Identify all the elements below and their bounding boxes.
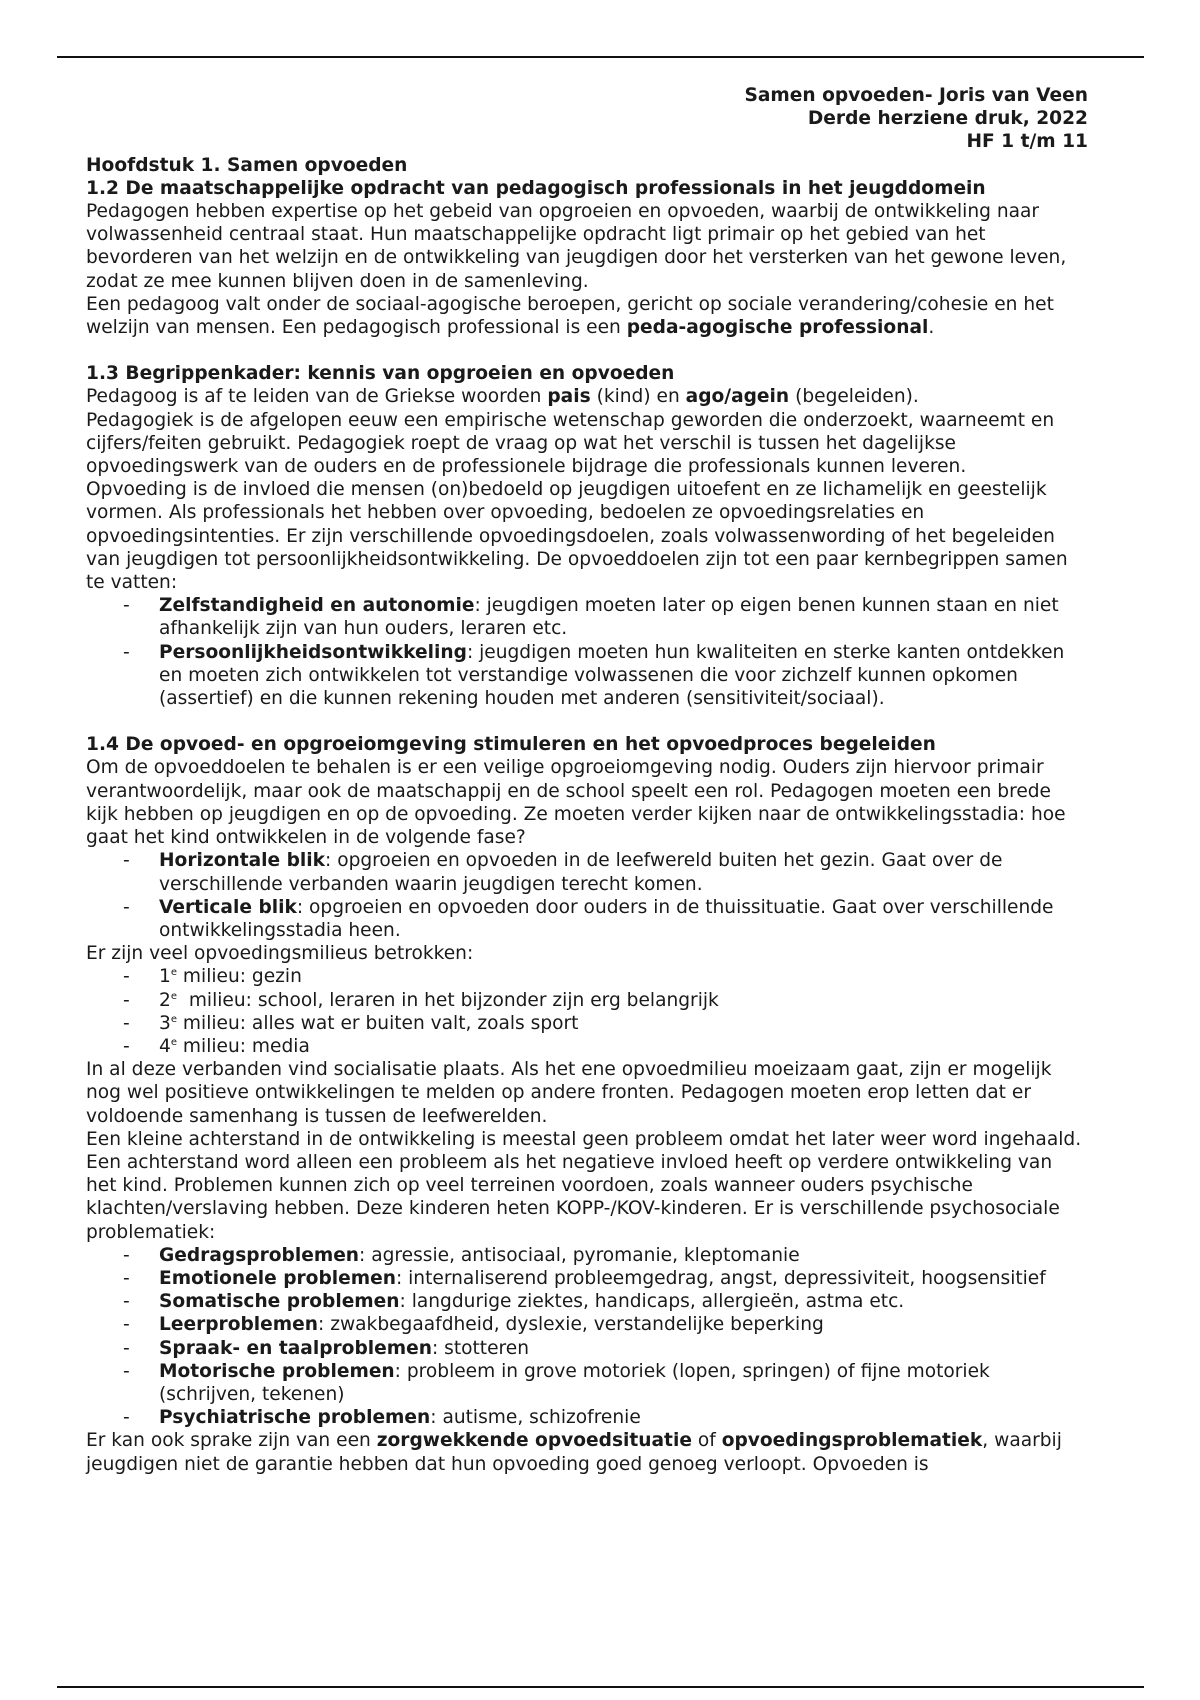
list-item: - Motorische problemen: probleem in grove motoriek (lopen, springen) of fijne motoriek (schrijven, tekenen) [86, 1360, 1088, 1406]
section-1-2-title: 1.2 De maatschappelijke opdracht van pedagogisch professionals in het jeugddomein [86, 177, 986, 199]
section-1-2-paragraph-1: Pedagogen hebben expertise op het gebeid van opgroeien en opvoeden, waarbij de ontwikkeling naar volwassenheid centraal staat. Hun maatschappelijke opdracht ligt primair op het gebied van het bevorderen van het welzijn en de ontwikkeling van jeugdigen door het versterken van het gewone leven, zodat ze mee kunnen blijven doen in de samenleving. [86, 201, 1067, 292]
section-1-4-paragraph-5: Er kan ook sprake zijn van een zorgwekkende opvoedsituatie of opvoedingsproblematiek, waarbij jeugdigen niet de garantie hebben dat hun opvoeding goed genoeg verloopt. Opvoeden is [86, 1430, 1062, 1475]
chapter-title: Hoofdstuk 1. Samen opvoeden [86, 154, 408, 176]
section-1-3-paragraph-2: Pedagogiek is de afgelopen eeuw een empirische wetenschap geworden die onderzoekt, waarneemt en cijfers/feiten gebruikt. Pedagogiek roept de vraag op wat het verschil is tussen het dagelijkse opvoedingswerk van de ouders en de professionele bijdrage die professionals kunnen leveren. [86, 409, 1055, 478]
bottom-rule [57, 1686, 1144, 1688]
list-item: - Gedragsproblemen: agressie, antisociaal, pyromanie, kleptomanie [86, 1244, 1088, 1267]
document-header [86, 84, 1088, 154]
list-item: - Spraak- en taalproblemen: stotteren [86, 1337, 1088, 1360]
list-item: - Zelfstandigheid en autonomie: jeugdigen moeten later op eigen benen kunnen staan en niet afhankelijk zijn van hun ouders, leraren etc. [86, 594, 1088, 640]
list-item: - 2e milieu: school, leraren in het bijzonder zijn erg belangrijk [86, 989, 1088, 1012]
section-1-3-paragraph-3: Opvoeding is de invloed die mensen (on)bedoeld op jeugdigen uitoefent en ze lichamelijk en geestelijk vormen. Als professionals het hebben over opvoeding, bedoelen ze opvoedingsrelaties en opvoedingsintenties. Er zijn verschillende opvoedingsdoelen, zoals volwassenwording of het begeleiden van jeugdigen tot persoonlijkheidsontwikkeling. De opvoeddoelen zijn tot een paar kernbegrippen samen te vatten: [86, 479, 1068, 594]
section-1-4-paragraph-4: Een kleine achterstand in de ontwikkeling is meestal geen probleem omdat het later weer word ingehaald. Een achterstand word alleen een probleem als het negatieve invloed heeft op verdere ontwikkeling van het kind. Problemen kunnen zich op veel terreinen voordoen, zoals wanneer ouders psychische klachten/verslaving hebben. Deze kinderen heten KOPP-/KOV-kinderen. Er is verschillende psychosociale problematiek: [86, 1128, 1082, 1243]
milieus-list [86, 965, 1088, 1058]
list-item: - Emotionele problemen: internaliserend probleemgedrag, angst, depressiviteit, hoogsensitief [86, 1267, 1088, 1290]
section-1-4-paragraph-3: In al deze verbanden vind socialisatie plaats. Als het ene opvoedmilieu moeizaam gaat, zijn er mogelijk nog wel positieve ontwikkelingen te melden op andere fronten. Pedagogen moeten erop letten dat er voldoende samenhang is tussen de leefwerelden. [86, 1059, 1052, 1127]
section-1-3-paragraph-1: Pedagoog is af te leiden van de Griekse woorden pais (kind) en ago/agein (begeleiden). [86, 386, 919, 408]
list-item: - Horizontale blik: opgroeien en opvoeden in de leefwereld buiten het gezin. Gaat over de verschillende verbanden waarin jeugdigen terecht komen. [86, 849, 1088, 895]
top-rule [57, 56, 1144, 58]
list-item: - Persoonlijkheidsontwikkeling: jeugdigen moeten hun kwaliteiten en sterke kanten ontdekken en moeten zich ontwikkelen tot verstandige volwassenen die voor zichzelf kunnen opkomen (assertief) en die kunnen rekening houden met anderen (sensitiviteit/sociaal). [86, 641, 1088, 711]
list-item: - Leerproblemen: zwakbegaafdheid, dyslexie, verstandelijke beperking [86, 1313, 1088, 1336]
section-1-4-title: 1.4 De opvoed- en opgroeiomgeving stimuleren en het opvoedproces begeleiden [86, 734, 936, 756]
problems-list [86, 1244, 1088, 1430]
list-item: - 3e milieu: alles wat er buiten valt, zoals sport [86, 1012, 1088, 1035]
list-item: - Verticale blik: opgroeien en opvoeden door ouders in de thuissituatie. Gaat over verschillende ontwikkelingsstadia heen. [86, 896, 1088, 942]
blik-list [86, 849, 1088, 942]
list-item: - Psychiatrische problemen: autisme, schizofrenie [86, 1406, 1088, 1429]
document-page [86, 84, 1088, 1476]
header-title: Samen opvoeden- Joris van Veen [744, 85, 1088, 106]
section-1-4-paragraph-2: Er zijn veel opvoedingsmilieus betrokken: [86, 943, 474, 965]
header-edition: Derde herziene druk, 2022 [807, 108, 1088, 130]
section-1-2-paragraph-2: Een pedagoog valt onder de sociaal-agogische beroepen, gericht op sociale verandering/cohesie en het welzijn van mensen. Een pedagogisch professional is een peda-agogische professional. [86, 293, 1054, 339]
section-1-3-title: 1.3 Begrippenkader: kennis van opgroeien en opvoeden [86, 363, 675, 385]
list-item: - 4e milieu: media [86, 1035, 1088, 1058]
list-item: - 1e milieu: gezin [86, 965, 1088, 988]
opvoeddoelen-list [86, 594, 1088, 710]
header-chapters: HF 1 t/m 11 [966, 131, 1088, 153]
section-1-4-paragraph-1: Om de opvoeddoelen te behalen is er een veilige opgroeiomgeving nodig. Ouders zijn hiervoor primair verantwoordelijk, maar ook de maatschappij en de school speelt een rol. Pedagogen moeten een brede kijk hebben op jeugdigen en op de opvoeding. Ze moeten verder kijken naar de ontwikkelingsstadia: hoe gaat het kind ontwikkelen in de volgende fase? [86, 757, 1066, 849]
list-item: - Somatische problemen: langdurige ziektes, handicaps, allergieën, astma etc. [86, 1290, 1088, 1313]
